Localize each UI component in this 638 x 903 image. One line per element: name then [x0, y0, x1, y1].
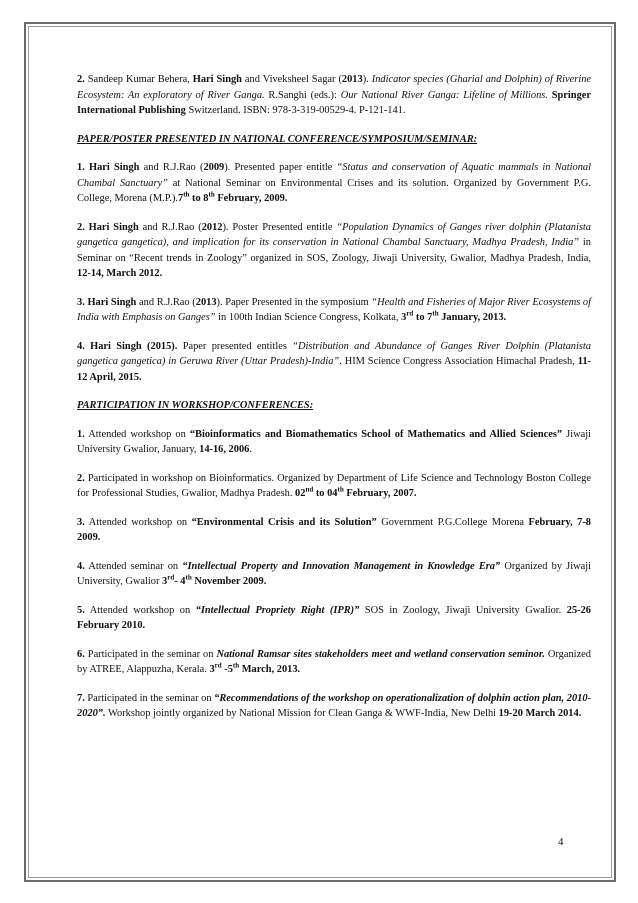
workshop-entry: 3. Attended workshop on “Environmental Crisis and its Solution” Government P.G.College Morena February, 7-8 2009.	[77, 516, 591, 543]
document-body	[77, 72, 591, 735]
workshop-entry: 1. Attended workshop on “Bioinformatics and Biomathematics School of Mathematics and Allied Sciences” Jiwaji University Gwalior, January, 14-16, 2006.	[77, 428, 591, 455]
paper-entry: 1. Hari Singh and R.J.Rao (2009). Presented paper entitle “Status and conservation of Aquatic mammals in National Chambal Sanctuary” at National Seminar on Environmental Crises and its solution. Organized by Government P.G. College, Morena (M.P.).7th to 8th February, 2009.	[77, 162, 592, 204]
paper-entry: 3. Hari Singh and R.J.Rao (2013). Paper Presented in the symposium “Health and Fisheries of Major River Ecosystems of India with Emphasis on Ganges” in 100th Indian Science Congress, Kolkata, 3rd to 7th January, 2013.	[77, 296, 591, 323]
page-number: 4	[558, 836, 564, 848]
workshop-entry: 7. Participated in the seminar on “Recommendations of the workshop on operationalization of dolphin action plan, 2010-2020”. Workshop jointly organized by National Mission for Clean Ganga & WWF-India, New Delhi 19-20 March 2014.	[77, 692, 591, 719]
paper-entry: 4. Hari Singh (2015). Paper presented entitles “Distribution and Abundance of Ganges River Dolphin (Platanista gangetica gangetica) in Geruwa River (Uttar Pradesh)-India”. HIM Science Congress Association Himachal Pradesh, 11-12 April, 2015.	[77, 340, 591, 383]
workshop-entry: 5. Attended workshop on “Intellectual Propriety Right (IPR)” SOS in Zoology, Jiwaji University Gwalior. 25-26 February 2010.	[77, 604, 592, 631]
workshop-entry: 6. Participated in the seminar on National Ramsar sites stakeholders meet and wetland conservation seminor. Organized by ATREE, Alappuzha, Kerala. 3rd -5th March, 2013.	[77, 648, 591, 675]
section-heading-workshops: PARTICIPATION IN WORKSHOP/CONFERENCES:	[77, 400, 314, 411]
workshop-entry: 2. Participated in workshop on Bioinformatics. Organized by Department of Life Science and Technology Boston College for Professional Studies, Gwalior, Madhya Pradesh. 02nd to 04th February, 2007.	[77, 472, 591, 499]
publication-entry: 2. Sandeep Kumar Behera, Hari Singh and Viveksheel Sagar (2013). Indicator species (Gharial and Dolphin) of Riverine Ecosystem: An exploratory of River Ganga. R.Sanghi (eds.): Our National River Ganga: Lifeline of Millions. Springer International Publishing Switzerland. ISBN: 978-3-319-00529-4. P-121-141.	[77, 74, 592, 116]
paper-entry: 2. Hari Singh and R.J.Rao (2012). Poster Presented entitle “Population Dynamics of Ganges river dolphin (Platanista gangetica gangetica), and implication for its conservation in National Chambal Sanctuary, Madhya Pradesh, India” in Seminar on “Recent trends in Zoology” organized in SOS, Zoology, Jiwaji University, Gwalior, Madhya Pradesh, India, 12-14, March 2012.	[77, 221, 591, 279]
section-heading-papers: PAPER/POSTER PRESENTED IN NATIONAL CONFERENCE/SYMPOSIUM/SEMINAR:	[77, 133, 478, 145]
workshop-entry: 4. Attended seminar on “Intellectual Property and Innovation Management in Knowledge Era” Organized by Jiwaji University, Gwalior 3rd- 4th November 2009.	[77, 560, 592, 587]
